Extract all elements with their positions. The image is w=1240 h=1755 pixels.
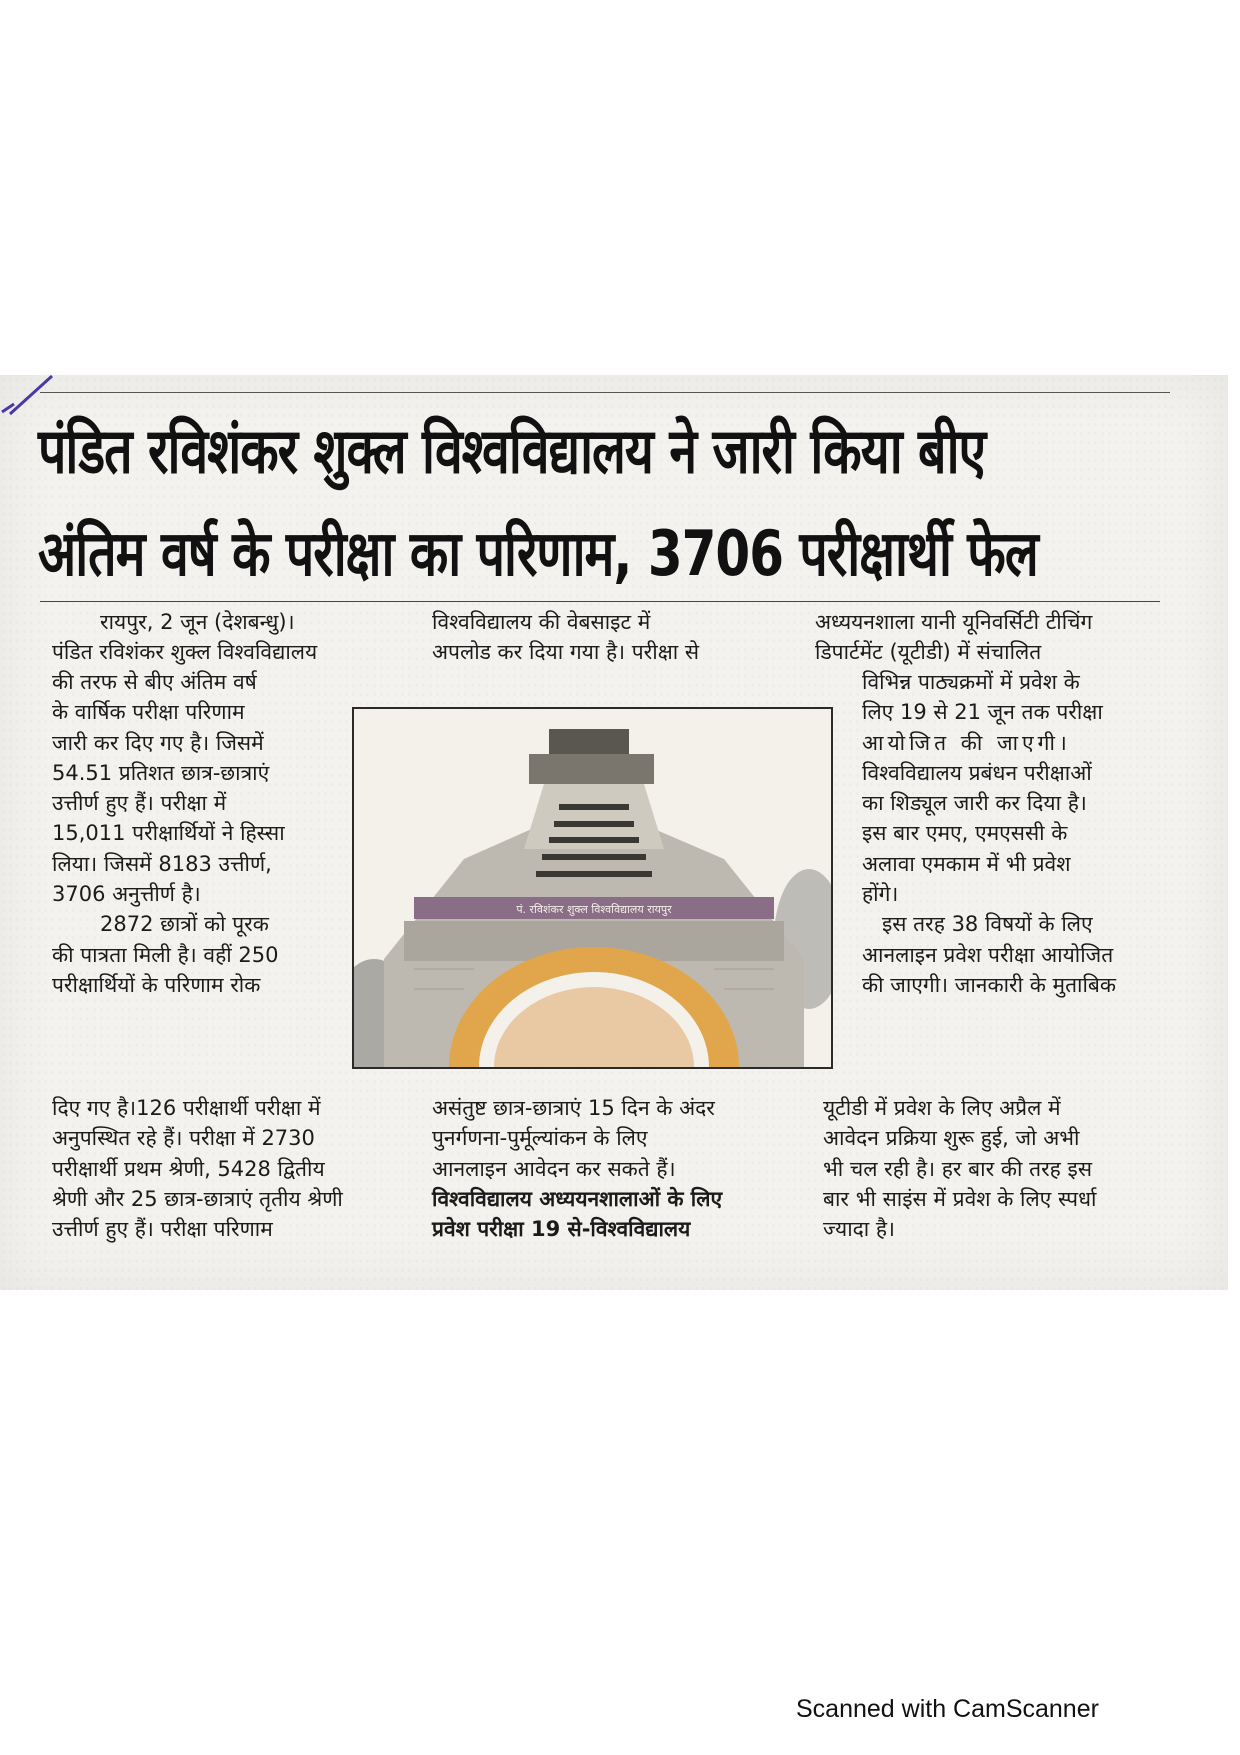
col3-line: इस बार एमए, एमएससी के bbox=[862, 821, 1068, 846]
col1-line: श्रेणी और 25 छात्र-छात्राएं तृतीय श्रेणी bbox=[52, 1186, 343, 1211]
col3-line: अलावा एमकाम में भी प्रवेश bbox=[862, 851, 1071, 876]
gate-banner-text: पं. रविशंकर शुक्ल विश्वविद्यालय रायपुर bbox=[516, 903, 672, 916]
scanner-watermark: Scanned with CamScanner bbox=[796, 1695, 1099, 1723]
column-3-top bbox=[815, 607, 1167, 668]
column-1-narrow bbox=[52, 667, 339, 1000]
column-1-bottom bbox=[52, 1093, 414, 1244]
dateline: रायपुर, 2 जून (देशबन्धु)। bbox=[100, 610, 295, 634]
column-2-top bbox=[432, 607, 794, 668]
col1-line: जारी कर दिए गए है। जिसमें bbox=[52, 730, 264, 755]
col1-line: अनुपस्थित रहे हैं। परीक्षा में 2730 bbox=[52, 1126, 315, 1151]
col3-line: की जाएगी। जानकारी के मुताबिक bbox=[862, 972, 1117, 997]
col2-line: आनलाइन आवेदन कर सकते हैं। bbox=[432, 1156, 676, 1181]
col1-line: उत्तीर्ण हुए हैं। परीक्षा में bbox=[52, 791, 227, 816]
col1-line: उत्तीर्ण हुए हैं। परीक्षा परिणाम bbox=[52, 1217, 273, 1242]
headline bbox=[38, 400, 1178, 605]
col3-line: होंगे। bbox=[862, 882, 899, 907]
headline-rule bbox=[40, 601, 1160, 602]
col3-line: विश्वविद्यालय प्रबंधन परीक्षाओं bbox=[862, 760, 1092, 785]
subheading-line: विश्वविद्यालय अध्ययनशालाओं के लिए bbox=[432, 1186, 723, 1211]
col3-line: आवेदन प्रक्रिया शुरू हुई, जो अभी bbox=[823, 1126, 1080, 1151]
col3-line: बार भी साइंस में प्रवेश के लिए स्पर्धा bbox=[823, 1186, 1097, 1211]
col3-line: विभिन्न पाठ्यक्रमों में प्रवेश के bbox=[862, 670, 1080, 694]
col1-line: पंडित रविशंकर शुक्ल विश्वविद्यालय bbox=[52, 640, 318, 665]
col1-line: की तरफ से बीए अंतिम वर्ष bbox=[52, 670, 257, 694]
col3-line: भी चल रही है। हर बार की तरह इस bbox=[823, 1156, 1093, 1181]
col1-line: के वार्षिक परीक्षा परिणाम bbox=[52, 700, 245, 725]
column-1-head bbox=[52, 607, 410, 668]
col2-line: अपलोड कर दिया गया है। परीक्षा से bbox=[432, 640, 700, 665]
col2-line: असंतुष्ट छात्र-छात्राएं 15 दिन के अंदर bbox=[432, 1096, 715, 1120]
col3-line: यूटीडी में प्रवेश के लिए अप्रैल में bbox=[823, 1096, 1061, 1120]
col3-line: आयोजित की जाएगी। bbox=[862, 730, 1071, 755]
col1-line: लिया। जिसमें 8183 उत्तीर्ण, bbox=[52, 851, 272, 876]
col1-line: परीक्षार्थी प्रथम श्रेणी, 5428 द्वितीय bbox=[52, 1156, 325, 1181]
col3-line: लिए 19 से 21 जून तक परीक्षा bbox=[862, 700, 1103, 725]
col1-line: 54.51 प्रतिशत छात्र-छात्राएं bbox=[52, 760, 270, 785]
column-2-bottom bbox=[432, 1093, 794, 1244]
top-rule bbox=[40, 392, 1170, 393]
col1-line: की पात्रता मिली है। वहीं 250 bbox=[52, 942, 279, 967]
col2-line: विश्वविद्यालय की वेबसाइट में bbox=[432, 610, 651, 634]
col2-line: पुनर्गणना-पुर्मूल्यांकन के लिए bbox=[432, 1126, 648, 1151]
headline-line-1: पंडित रविशंकर शुक्ल विश्वविद्यालय ने जारी किया बीए bbox=[38, 415, 986, 488]
col3-para2-start: इस तरह 38 विषयों के लिए bbox=[882, 912, 1093, 937]
col3-line: का शिड्यूल जारी कर दिया है। bbox=[862, 791, 1087, 816]
col1-line: दिए गए है।126 परीक्षार्थी परीक्षा में bbox=[52, 1096, 321, 1120]
column-3-bottom bbox=[823, 1093, 1173, 1244]
column-3-narrow bbox=[862, 667, 1162, 1000]
col3-line: अध्ययनशाला यानी यूनिवर्सिटी टीचिंग bbox=[815, 610, 1093, 634]
col1-para2-start: 2872 छात्रों को पूरक bbox=[100, 912, 269, 937]
headline-line-2: अंतिम वर्ष के परीक्षा का परिणाम, 3706 परीक्षार्थी फेल bbox=[38, 517, 1038, 590]
subheading-line: प्रवेश परीक्षा 19 से-विश्वविद्यालय bbox=[432, 1217, 691, 1242]
col3-line: आनलाइन प्रवेश परीक्षा आयोजित bbox=[862, 942, 1114, 967]
col3-line: ज्यादा है। bbox=[823, 1217, 896, 1242]
col1-line: 3706 अनुत्तीर्ण है। bbox=[52, 882, 201, 907]
col3-line: डिपार्टमेंट (यूटीडी) में संचालित bbox=[815, 640, 1042, 665]
university-gate-photo bbox=[352, 707, 833, 1069]
col1-line: परीक्षार्थियों के परिणाम रोक bbox=[52, 972, 261, 997]
col1-line: 15,011 परीक्षार्थियों ने हिस्सा bbox=[52, 821, 285, 846]
